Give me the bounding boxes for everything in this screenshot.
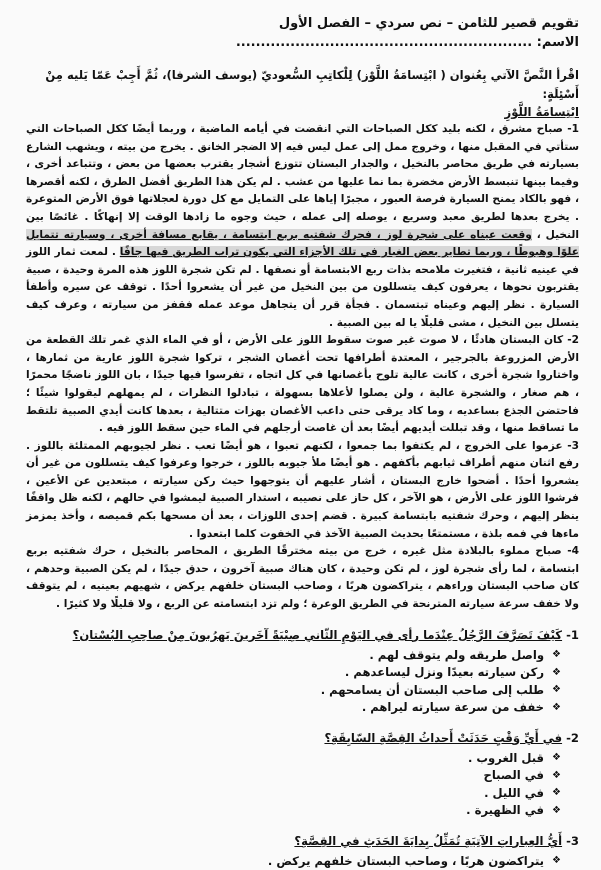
story-title: ابْتِسامَةُ اللَّوْزِ bbox=[504, 105, 579, 119]
answer-option-label: ركن سيارته بعيدًا ونزل ليساعدهم . bbox=[344, 665, 545, 680]
answer-option-label: خفف من سرعة سيارته ليراهم . bbox=[361, 700, 545, 715]
student-name-line: الاسم: ............................................................ bbox=[235, 35, 579, 50]
answer-option-label: في الظهيرة . bbox=[466, 803, 545, 818]
diamond-bullet-icon: ❖ bbox=[552, 804, 561, 816]
answer-option[interactable] bbox=[26, 699, 561, 717]
answer-option[interactable] bbox=[26, 664, 561, 682]
story-paragraph-3: 3- عزموا على الخروج ، لم يكتفوا بما جمعوا ، لكنهم تعبوا ، هو أيضًا تعب . نظر لجيوبهم الممتلئة باللوز . رفع اثنان منهم أطراف ثيابهم بأكفهم . هو أيضًا ملأ جيوبه باللوز ، خرجوا وعرفوا كيف يتسللون من غير أن يشعروا أحدًا . أضحوا خارج البستان ، أشار عليهم أن يتوجهوا حيث ركن سيارته ، مبتعدين عن الأعين ، فرشوا اللوز على الأرض ، هو الآخر ، كل حاز على نصيبه ، استدار الصبية ليمشوا في حالهم ، لكنه ظل واقفًا ينظر إليهم ، وحرك شفتيه بابتسامة كبيرة . قضم إحدى اللوزات ، بعد أن مسحها بكم قميصه ، وأخذ يمزمز ماءها في فمه بلذة ، مستمتعًا بحديث الصبية الآخذ في الخفوت كلما ابتعدوا . bbox=[26, 439, 579, 540]
paragraph-1-highlighted-text: وقعت عيناه على شجرة لوز ، فحرك شفتيه بربع ابتسامة ، يقابع مسافة أخرى ، وسيارته تتمايل علوًا وهبوطًا ، وربما تطاير بعض الغبار في تلك الأجزاء التي يكون تراب الطريق فيها جافًا bbox=[26, 228, 579, 259]
worksheet-title: تقويم قصير للثامن – نص سردي – الفصل الأول bbox=[278, 16, 579, 31]
question-2-text bbox=[26, 729, 579, 748]
diamond-bullet-icon: ❖ bbox=[552, 787, 561, 799]
paragraph-1-text-a: 1- صباح مشرق ، لكنه بليد ككل الصباحات التي انقضت في أيامه الماضية ، وربما أيضًا ككل الصباحات التي ستأتي في المقبل منها ، وخروج ممل إلى عمل ليس فيه إلا الضجر الخانق . يخرج من بيته ، ويشهب الشارع بسيارته في طريق محاصر بالنخيل ، والجدار البستان تتوزع أشجار يقترب بعضها من بعض ، وتتباعد أخرى ، وفيما بينها تنبسط الأرض مخضرة بما نما عليها من عشب . لم يكن هذا الطريق أفضل الطرق ، لكنه أقصرها ، فهو بالكاد يمنح السيارة فرصة العبور ، مجبرًا إياها على التمايل مع كل دورة لعجلاتها فوق الأرض المتوعرة . يخرج بعدها لطريق معبد وسريع ، يوصله إلى عمله ، حيث وجوه ما زادها الوقت إلا إنهاكًا . غائصًا بين النخيل ، bbox=[26, 123, 579, 241]
diamond-bullet-icon: ❖ bbox=[552, 769, 561, 781]
story-paragraph-1 bbox=[26, 121, 579, 332]
question-3-stem: أَيُّ العِباراتِ الآتِيَةِ تُمَثِّلُ بِدايَةَ الحَدَثِ في القِصَّةِ؟ bbox=[294, 833, 563, 848]
answer-option-label: في الصباح bbox=[483, 768, 545, 783]
answer-option[interactable] bbox=[26, 853, 561, 870]
question-2-options bbox=[26, 750, 579, 820]
answer-option[interactable] bbox=[26, 767, 561, 785]
answer-option-label: قبل الغروب . bbox=[467, 750, 545, 765]
story-paragraph-4: 4- صباح مملوء بالبلادة مثل غيره ، خرج من بيته مخترقًا الطريق ، المحاصر بالنخيل ، حرك شفتيه بربع ابتسامة ، لما رأى شجرة لوز ، لم تكن وحيدة ، كان هناك صبية آخرون ، حدق جيدًا ، لم يكن الصبية وحدهم ، كان صاحب البستان وراءهم ، يتراكضون هربًا ، وصاحب البستان خلفهم يركض ، شهيهم بعينيه ، لم يتوقف ولا خفف سرعة سيارته المترنحة في الطريق الوعرة ؛ ولم تزد ابتسامته عن الربع ، ولا قليلًا ولا كثيرًا . bbox=[26, 545, 579, 611]
diamond-bullet-icon: ❖ bbox=[552, 752, 561, 764]
diamond-bullet-icon: ❖ bbox=[552, 649, 561, 661]
answer-option[interactable] bbox=[26, 750, 561, 768]
question-1-text bbox=[26, 626, 579, 645]
question-2-stem: في أَيِّ وَقْتٍ حَدَثَتْ أَحداثُ القِصَّةِ السّابِقَةِ؟ bbox=[324, 730, 563, 745]
paragraph-1-text-b: . لمعت ثمار اللوز في عينيه ثانية ، فتغيرت ملامحه بذات ربع الابتسامة أو نصفها . لم تكن شجرة اللوز هذه المرة وحيدة ، صبية يقتربون نحوها ، يعرفون كيف يتسللون من بين النخيل من غير أن يشعروا أحدًا . توقف عن سيره وأطفأ السيارة . نظر إليهم وعيناه تبتسمان . فجأة قرر أن يتجاهل موعد عمله فقفز من سيارته ، وعرف كيف يتسلل بين النخيل ، مشى قليلًا يا له بين الصبية . bbox=[26, 246, 579, 329]
story-paragraph-2: 2- كان البستان هادئًا ، لا صوت غير صوت سقوط اللوز على الأرض ، أو في الماء الذي غمر تلك القطعة من الأرض المزروعة بالجرجير ، المعتدة أطرافها تحت أغصان الشجر ، تركوا شجرة اللوز عارية من ثمارها ، واختاروا شجرة أخرى ، كانت عالية تلوح بأغصانها في كل اتجاه ، تفرسوا فيها جيدًا ، بان اللوز ناضجًا محمرًا ، هم صغار ، والشجرة عالية ، ولن يصلوا لأعلاها بسهولة ، تبادلوا النظرات ، لم يمهلهم ليقولوا شيئًا ؛ فاحتضن الجذع بساعديه ، وما كاد يرقى حتى داعب الأغصان بهزات متتالية ، بعدها كانت أيدي الصبية تلتقط ما تساقط منها ، وقد تبللت أيديهم أيضًا بعد أن غاصت أرجلهم في الماء حين سقط اللوز فيه . bbox=[26, 334, 579, 435]
question-2 bbox=[26, 729, 579, 820]
question-2-number: 2- bbox=[562, 730, 579, 745]
answer-option-label: في الليل . bbox=[484, 785, 545, 800]
answer-option-label: طلب إلى صاحب البستان أن يسامحهم . bbox=[320, 682, 545, 697]
diamond-bullet-icon: ❖ bbox=[552, 684, 561, 696]
diamond-bullet-icon: ❖ bbox=[552, 855, 561, 867]
diamond-bullet-icon: ❖ bbox=[552, 666, 561, 678]
answer-option-label: يتراكضون هربًا ، وصاحب البستان خلفهم يركض . bbox=[267, 853, 545, 868]
answer-option[interactable] bbox=[26, 682, 561, 700]
answer-option[interactable] bbox=[26, 647, 561, 665]
answer-option[interactable] bbox=[26, 802, 561, 820]
question-3-text bbox=[26, 832, 579, 851]
diamond-bullet-icon: ❖ bbox=[552, 701, 561, 713]
question-3 bbox=[26, 832, 579, 870]
question-1 bbox=[26, 626, 579, 717]
question-1-options bbox=[26, 647, 579, 717]
answer-option-label: واصل طريقه ولم يتوقف لهم . bbox=[369, 647, 545, 662]
question-3-options bbox=[26, 853, 579, 870]
question-1-stem: كَيْفَ تَصَرَّفَ الرَّجُلُ عِنْدَما رأى في اليَوْمِ الثّاني صِبْيَةً آخَرينَ يَهرُبونَ مِنْ صاحِبِ البُسْتان؟ bbox=[72, 627, 563, 642]
reading-instruction: اقْرأ النَّصَّ الآتي بِعُنوان ( ابْتِسامَةُ اللَّوْز) لِلْكاتِبِ السُّعوديّ (يوسف الشرفا)، ثُمَّ أَجِبْ عَمّا يَليه مِنْ أَسْئِلَةٍ: bbox=[45, 68, 579, 101]
question-1-number: 1- bbox=[562, 627, 579, 642]
question-3-number: 3- bbox=[562, 833, 579, 848]
